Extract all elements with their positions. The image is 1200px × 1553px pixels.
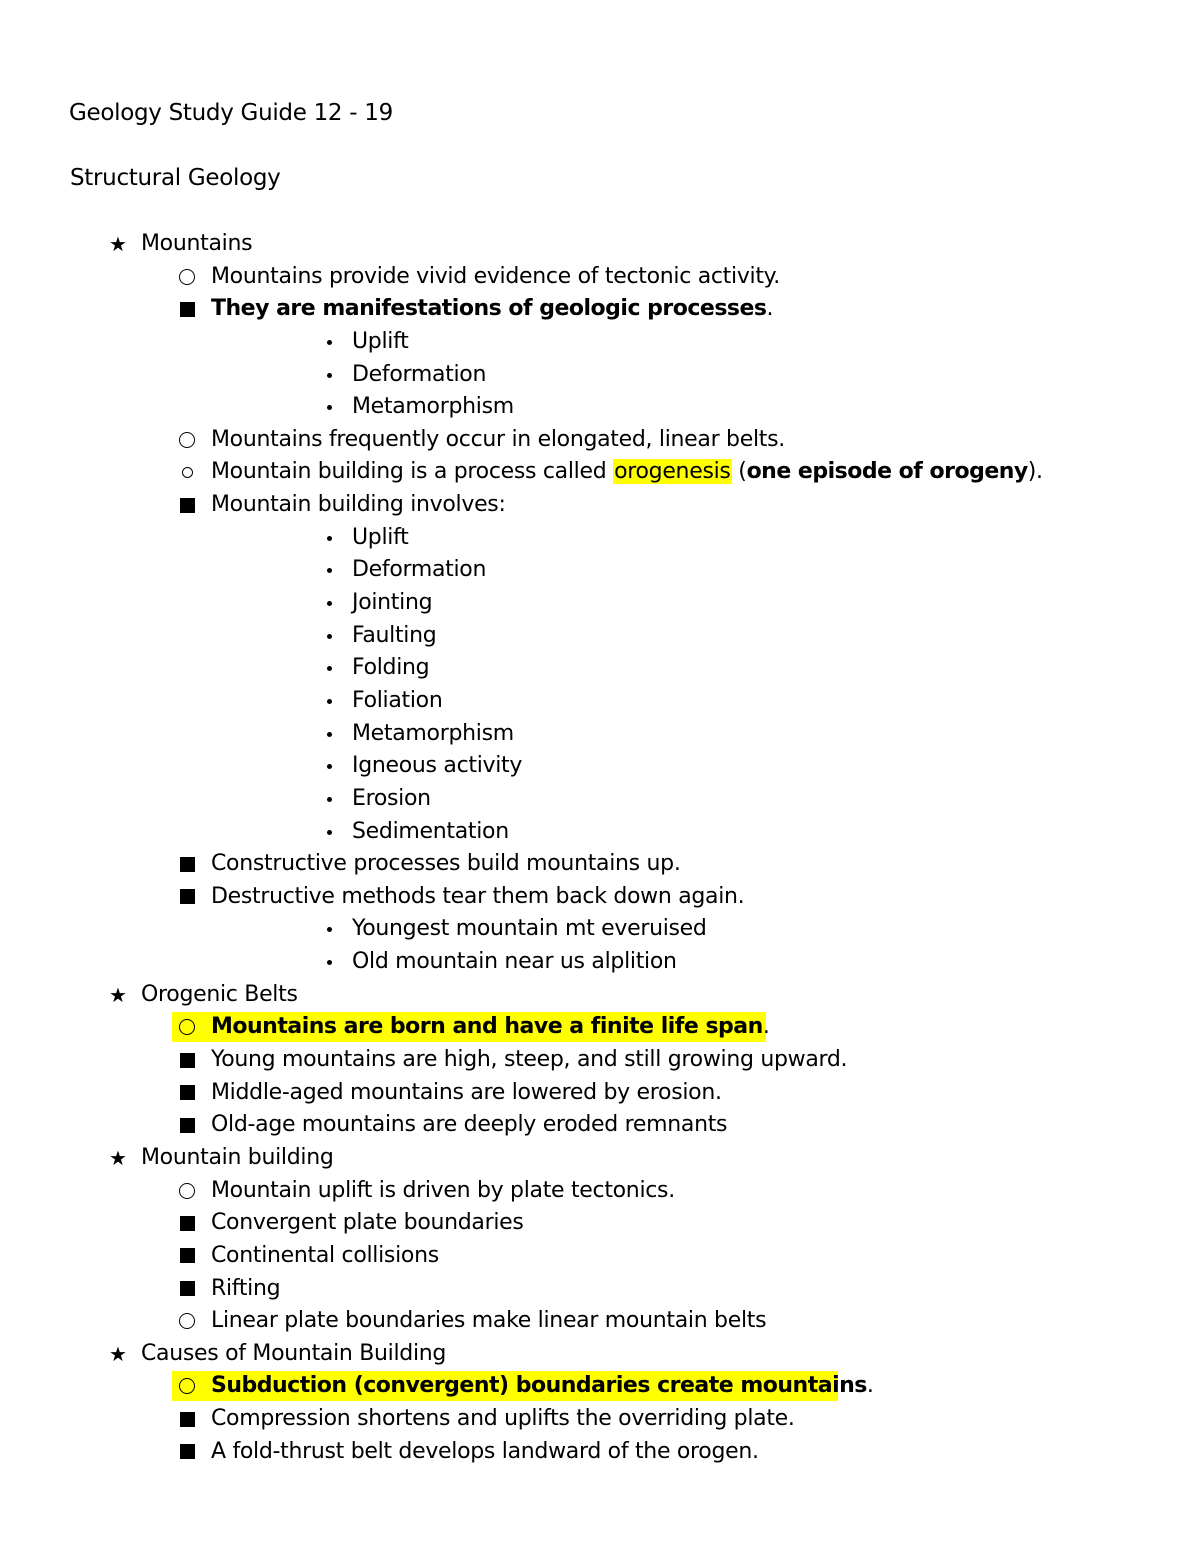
period: .: [766, 296, 774, 322]
list-item: [0, 1044, 1200, 1077]
heading-text: Causes of Mountain Building: [141, 1340, 447, 1366]
outline-heading-orogenic-belts: [0, 979, 1200, 1012]
list-item: [0, 816, 1200, 849]
square-icon: [172, 1436, 202, 1468]
item-text: Erosion: [352, 785, 431, 811]
list-item: [0, 1109, 1200, 1142]
highlighted-term: orogenesis: [614, 459, 731, 485]
item-text: [211, 1370, 874, 1402]
item-text: Deformation: [352, 361, 487, 387]
list-item: [0, 750, 1200, 783]
item-text: Constructive processes build mountains up.: [211, 851, 681, 877]
item-text: Jointing: [352, 590, 433, 616]
dot-icon: [314, 783, 344, 815]
item-text: Mountain uplift is driven by plate tectonics.: [211, 1177, 675, 1203]
dot-icon: [314, 913, 344, 945]
document-title: Geology Study Guide 12 - 19: [69, 100, 393, 126]
outline-heading-mountains: [0, 228, 1200, 261]
dot-icon: [314, 652, 344, 684]
text-part: ).: [1027, 459, 1043, 485]
text-part: (: [731, 459, 747, 485]
list-item: [0, 456, 1200, 489]
item-text: [211, 293, 773, 325]
item-text: Youngest mountain mt everuised: [352, 916, 707, 942]
list-item-highlighted: [0, 1011, 1200, 1044]
item-text: [211, 456, 1043, 488]
list-item: [0, 685, 1200, 718]
list-item: [0, 1436, 1200, 1469]
dot-icon: [314, 587, 344, 619]
dot-icon: [314, 816, 344, 848]
square-icon: [172, 1240, 202, 1272]
list-item: [0, 881, 1200, 914]
dot-icon: [314, 522, 344, 554]
list-item: [0, 652, 1200, 685]
dot-icon: [314, 359, 344, 391]
hollow-circle-icon: [172, 261, 202, 293]
outline-heading-causes: [0, 1338, 1200, 1371]
hollow-circle-icon: [172, 1011, 202, 1043]
list-item: [0, 391, 1200, 424]
heading-text: Orogenic Belts: [141, 981, 298, 1007]
list-item: [0, 1305, 1200, 1338]
square-icon: [172, 293, 202, 325]
item-text: Old-age mountains are deeply eroded remnants: [211, 1112, 728, 1138]
star-icon: ★: [109, 982, 127, 1007]
item-text: Mountains frequently occur in elongated, linear belts.: [211, 426, 785, 452]
heading-text: Mountain building: [141, 1144, 334, 1170]
item-text: Middle-aged mountains are lowered by erosion.: [211, 1079, 722, 1105]
list-item: [0, 913, 1200, 946]
square-icon: [172, 489, 202, 521]
item-text: Sedimentation: [352, 818, 509, 844]
item-text: Foliation: [352, 687, 443, 713]
period: .: [762, 1014, 770, 1040]
bold-text: Subduction (convergent) boundaries create mountains: [211, 1373, 867, 1399]
list-item: [0, 326, 1200, 359]
square-icon: [172, 1273, 202, 1305]
bold-text: They are manifestations of geologic processes: [211, 296, 767, 322]
dot-icon: [314, 718, 344, 750]
list-item: [0, 587, 1200, 620]
item-text: Metamorphism: [352, 720, 514, 746]
small-circle-icon: [172, 456, 202, 488]
item-text: Metamorphism: [352, 394, 514, 420]
list-item: [0, 261, 1200, 294]
item-text: Continental collisions: [211, 1242, 439, 1268]
bold-text: one episode of orogeny: [746, 459, 1028, 485]
item-text: Old mountain near us alplition: [352, 949, 677, 975]
list-item: [0, 946, 1200, 979]
outline-list: [0, 228, 1200, 1468]
hollow-circle-icon: [172, 1305, 202, 1337]
square-icon: [172, 881, 202, 913]
item-text: Compression shortens and uplifts the overriding plate.: [211, 1406, 795, 1432]
item-text: Uplift: [352, 524, 409, 550]
item-text: Destructive methods tear them back down again.: [211, 883, 745, 909]
list-item: [0, 293, 1200, 326]
list-item-highlighted: [0, 1370, 1200, 1403]
list-item: [0, 522, 1200, 555]
item-text: Uplift: [352, 328, 409, 354]
hollow-circle-icon: [172, 1370, 202, 1402]
text-part: Mountain building is a process called: [211, 459, 614, 485]
list-item: [0, 848, 1200, 881]
square-icon: [172, 1403, 202, 1435]
square-icon: [172, 1109, 202, 1141]
list-item: [0, 783, 1200, 816]
dot-icon: [314, 326, 344, 358]
square-icon: [172, 1207, 202, 1239]
list-item: [0, 1207, 1200, 1240]
outline-heading-mountain-building: [0, 1142, 1200, 1175]
list-item: [0, 1273, 1200, 1306]
heading-text: Mountains: [141, 231, 253, 256]
item-text: Rifting: [211, 1275, 281, 1301]
item-text: Linear plate boundaries make linear mountain belts: [211, 1308, 767, 1334]
dot-icon: [314, 946, 344, 978]
list-item: [0, 359, 1200, 392]
list-item: [0, 718, 1200, 751]
list-item: [0, 620, 1200, 653]
list-item: [0, 554, 1200, 587]
hollow-circle-icon: [172, 424, 202, 456]
star-icon: ★: [109, 232, 127, 256]
list-item: [0, 1240, 1200, 1273]
star-icon: ★: [109, 1145, 127, 1170]
star-icon: ★: [109, 1341, 127, 1366]
square-icon: [172, 1044, 202, 1076]
dot-icon: [314, 391, 344, 423]
bold-text: Mountains are born and have a finite life span: [211, 1014, 763, 1040]
item-text: Deformation: [352, 557, 487, 583]
dot-icon: [314, 750, 344, 782]
list-item: [0, 1403, 1200, 1436]
item-text: Faulting: [352, 622, 437, 648]
list-item: [0, 1077, 1200, 1110]
period: .: [866, 1373, 874, 1399]
item-text: Mountains provide vivid evidence of tectonic activity.: [211, 263, 780, 289]
dot-icon: [314, 554, 344, 586]
item-text: Young mountains are high, steep, and still growing upward.: [211, 1047, 848, 1073]
dot-icon: [314, 685, 344, 717]
item-text: Igneous activity: [352, 753, 523, 779]
list-item: [0, 424, 1200, 457]
hollow-circle-icon: [172, 1175, 202, 1207]
section-heading: Structural Geology: [70, 165, 281, 191]
item-text: A fold-thrust belt develops landward of the orogen.: [211, 1438, 759, 1464]
item-text: [211, 1011, 770, 1043]
square-icon: [172, 1077, 202, 1109]
item-text: Folding: [352, 655, 430, 681]
dot-icon: [314, 620, 344, 652]
list-item: [0, 1175, 1200, 1208]
item-text: Convergent plate boundaries: [211, 1210, 524, 1236]
list-item: [0, 489, 1200, 522]
square-icon: [172, 848, 202, 880]
item-text: Mountain building involves:: [211, 492, 506, 518]
